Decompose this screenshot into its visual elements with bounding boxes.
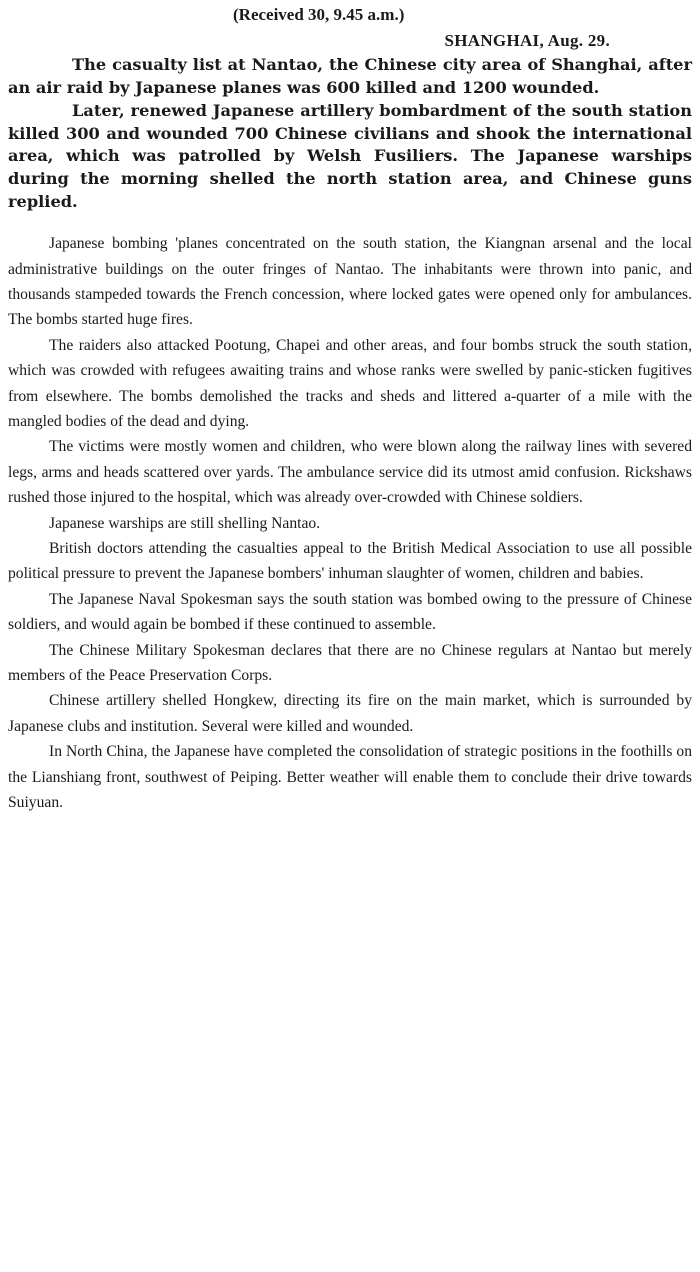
body-paragraph-7: The Chinese Military Spokesman declares that there are no Chinese regulars at Nantao but merely members of the Peace Preservation Corps. (8, 641, 692, 685)
body-section (8, 231, 692, 815)
section-gap (8, 213, 692, 231)
body-paragraph-3: The victims were mostly women and children, who were blown along the railway lines with severed legs, arms and heads scattered over yards. The ambulance service did its utmost amid confusion. Rickshaws rushed those injured to the hospital, which was already over-crowded with Chinese soldiers. (8, 438, 692, 507)
lead-section (8, 54, 692, 213)
body-paragraph-2: The raiders also attacked Pootung, Chapei and other areas, and four bombs struck the south station, which was crowded with refugees awaiting trains and whose ranks were swelled by panic-sticken fugitives from elsewhere. The bombs demolished the tracks and sheds and littered a-quarter of a mile with the mangled bodies of the dead and dying. (8, 336, 692, 430)
lead-paragraph-1: The casualty list at Nantao, the Chinese city area of Shanghai, after an air raid by Japanese planes was 600 killed and 1200 wounded. (8, 55, 692, 97)
body-paragraph-1: Japanese bombing 'planes concentrated on the south station, the Kiangnan arsenal and the local administrative buildings on the outer fringes of Nantao. The inhabitants were thrown into panic, and thousands stampeded towards the French concession, where locked gates were opened only for ambulances. The bombs started huge fires. (8, 235, 692, 329)
body-paragraph-9: In North China, the Japanese have completed the consolidation of strategic positions in the foothills on the Lianshiang front, southwest of Peiping. Better weather will enable them to conclude their drive towards Suiyuan. (8, 743, 692, 812)
body-paragraph-6: The Japanese Naval Spokesman says the south station was bombed owing to the pressure of Chinese soldiers, and would again be bombed if these continued to assemble. (8, 590, 692, 634)
received-time-line: (Received 30, 9.45 a.m.) (233, 5, 405, 24)
dateline: SHANGHAI, Aug. 29. (444, 31, 610, 50)
lead-paragraph-2: Later, renewed Japanese artillery bombardment of the south station killed 300 and wounded 700 Chinese civilians and shook the international area, which was patrolled by Welsh Fusiliers. The Japanese warships during the morning shelled the north station area, and Chinese guns replied. (8, 101, 692, 211)
body-paragraph-5: British doctors attending the casualties appeal to the British Medical Association to use all possible political pressure to prevent the Japanese bombers' inhuman slaughter of women, children and babies. (8, 540, 692, 583)
body-paragraph-4: Japanese warships are still shelling Nantao. (49, 514, 321, 532)
body-paragraph-8: Chinese artillery shelled Hongkew, directing its fire on the main market, which is surrounded by Japanese clubs and institution. Several were killed and wounded. (8, 692, 692, 735)
